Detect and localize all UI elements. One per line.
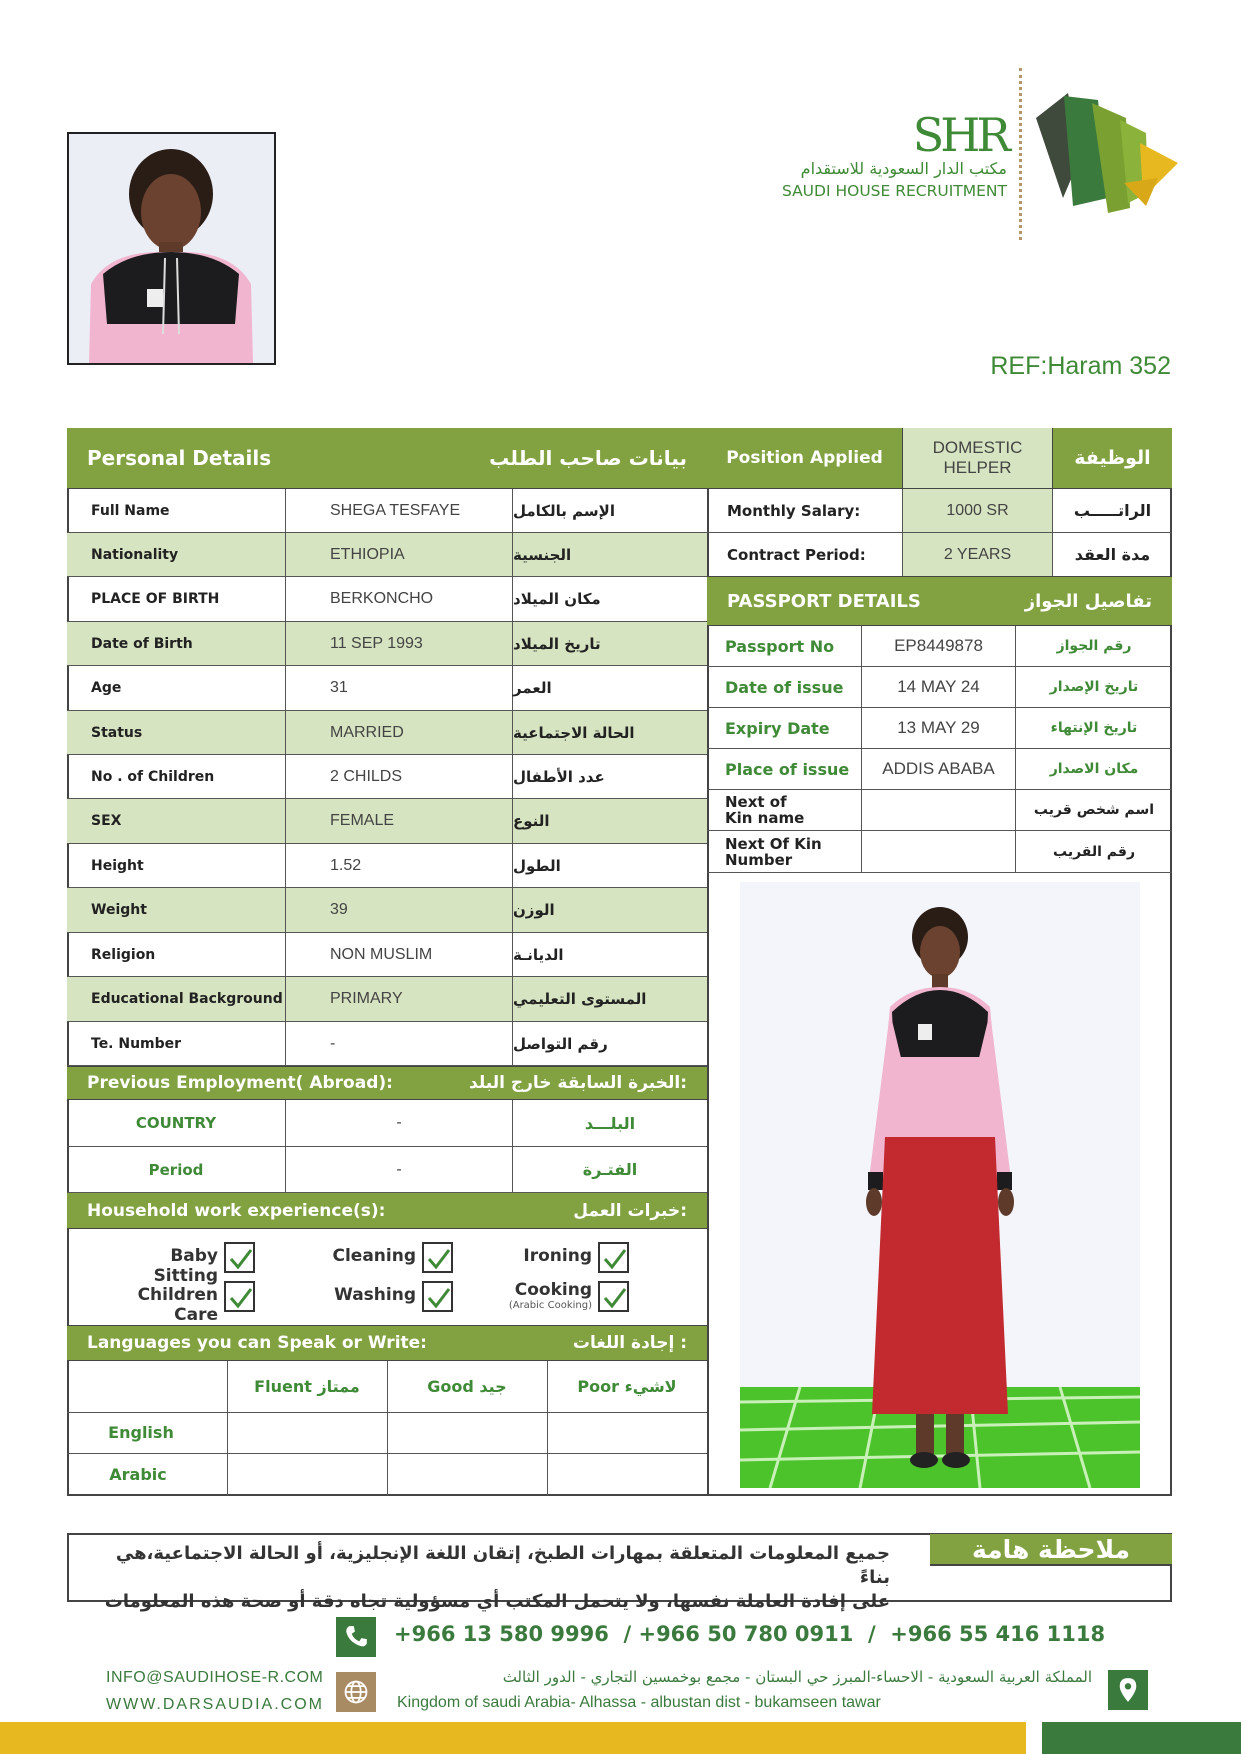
skill-label-cleaning: Cleaning — [332, 1246, 416, 1266]
company-logo-text — [781, 108, 1007, 202]
personal-details-title-ar: بيانات صاحب الطلب — [489, 446, 687, 470]
field-value: - — [286, 1022, 513, 1065]
languages-header — [67, 1325, 707, 1361]
passport-field-label-ar: تاريخ الإنتهاء — [1050, 720, 1138, 736]
baby-sitting-checkbox[interactable] — [224, 1242, 255, 1273]
kin-number-label-line1: Next Of Kin — [725, 834, 822, 853]
previous-employment-row — [67, 1100, 707, 1147]
field-label: Age — [67, 666, 286, 710]
kin-name-label-ar: اسم شخص قريب — [1033, 802, 1155, 818]
personal-row — [67, 489, 707, 533]
footer-phone-numbers: +966 13 580 9996 / +966 50 780 0911 / +966 55 416 1118 — [394, 1622, 1106, 1646]
field-value: MARRIED — [286, 711, 513, 754]
footer-address-ar: المملكة العربية السعودية - الاحساء-المبرز حي البستان - مجمع بوخمسين التجاري - الدور الثالث — [502, 1668, 1092, 1686]
passport-row — [707, 749, 1172, 790]
language-column-poor: Poor لاشيء — [577, 1377, 677, 1396]
field-label: COUNTRY — [67, 1100, 286, 1146]
field-value: PRIMARY — [286, 977, 513, 1021]
personal-row — [67, 711, 707, 755]
field-label: Status — [67, 711, 286, 754]
field-value: 39 — [286, 888, 513, 932]
passport-details-header — [707, 577, 1172, 626]
field-value: ETHIOPIA — [286, 533, 513, 576]
field-label: SEX — [67, 799, 286, 843]
kin-number-label-ar: رقم القريب — [1053, 843, 1135, 860]
passport-row — [707, 667, 1172, 708]
previous-employment-header — [67, 1066, 707, 1100]
household-work-title-ar: خبرات العمل: — [573, 1200, 687, 1221]
phone-icon — [336, 1617, 376, 1657]
salary-value: 1000 SR — [903, 489, 1053, 532]
field-label-ar: رقم التواصل — [513, 1034, 608, 1053]
personal-row — [67, 533, 707, 577]
logo-divider — [1019, 68, 1022, 240]
applicant-portrait-photo — [67, 132, 276, 365]
field-label-ar: الوزن — [513, 901, 555, 919]
field-value: 1.52 — [286, 844, 513, 887]
salary-row — [707, 489, 1172, 533]
previous-employment-title-ar: الخبرة السابقة خارج البلد: — [469, 1073, 687, 1093]
field-value: 2 CHILDS — [286, 755, 513, 798]
field-label-ar: عدد الأطفال — [513, 767, 605, 786]
languages-title-en: Languages you can Speak or Write: — [87, 1333, 427, 1353]
cleaning-checkbox[interactable] — [422, 1242, 453, 1273]
kin-name-row — [707, 790, 1172, 831]
field-label-ar: الجنسية — [513, 545, 572, 564]
field-label-ar: المستوى التعليمي — [513, 990, 647, 1008]
position-label: Position Applied — [707, 428, 903, 488]
passport-row — [707, 626, 1172, 667]
passport-field-label: Expiry Date — [707, 708, 862, 748]
passport-field-label-ar: تاريخ الإصدار — [1049, 679, 1139, 695]
footer-address-en: Kingdom of saudi Arabia- Alhassa - albustan dist - bukamseen tawar — [397, 1694, 881, 1711]
important-note-label: ملاحظة هامة — [930, 1534, 1172, 1566]
applicant-full-body-photo — [740, 882, 1140, 1488]
language-row-arabic: Arabic — [109, 1465, 167, 1484]
position-value: DOMESTIC HELPER — [903, 428, 1053, 488]
field-label: Educational Background — [67, 977, 286, 1021]
language-row-english: English — [108, 1423, 174, 1442]
household-work-header — [67, 1193, 707, 1229]
kin-number-value — [862, 831, 1016, 872]
kin-number-label-line2: Number — [725, 850, 793, 869]
salary-label-ar: الراتـــــب — [1073, 501, 1152, 520]
field-value: SHEGA TESFAYE — [286, 489, 513, 532]
kin-name-label-line2: Kin name — [725, 809, 805, 827]
field-label: Date of Birth — [67, 622, 286, 665]
field-value: 11 SEP 1993 — [286, 622, 513, 665]
checkmark-icon — [603, 1286, 627, 1310]
field-label-ar: الطول — [513, 856, 561, 875]
field-value: BERKONCHO — [286, 577, 513, 621]
logo-mark: SHR — [912, 108, 1007, 162]
footer-gold-bar — [0, 1722, 1026, 1754]
personal-row — [67, 933, 707, 977]
position-label-ar: الوظيفة — [1074, 447, 1151, 469]
field-label-ar: الديانـة — [513, 945, 564, 964]
field-value: FEMALE — [286, 799, 513, 843]
children-care-checkbox[interactable] — [224, 1281, 255, 1312]
field-label-ar: العمر — [513, 679, 552, 697]
passport-field-value: ADDIS ABABA — [862, 749, 1016, 789]
footer-website[interactable]: WWW.DARSAUDIA.COM — [106, 1696, 324, 1713]
logo-arabic-name: مكتب الدار السعودية للاستقدام — [800, 159, 1007, 178]
personal-row — [67, 755, 707, 799]
personal-details-header — [67, 428, 707, 489]
field-value: - — [286, 1147, 513, 1192]
field-label: Te. Number — [67, 1022, 286, 1065]
skill-label-cooking: Cooking — [514, 1280, 592, 1300]
contract-row — [707, 533, 1172, 577]
ironing-checkbox[interactable] — [598, 1242, 629, 1273]
field-label: Weight — [67, 888, 286, 932]
passport-details-title-ar: تفاصيل الجواز — [1024, 590, 1152, 612]
saudi-map-logo-icon — [1028, 88, 1178, 227]
field-label-ar: البلـــد — [584, 1113, 636, 1133]
washing-checkbox[interactable] — [422, 1281, 453, 1312]
passport-field-label: Date of issue — [707, 667, 862, 707]
kin-number-label — [707, 831, 862, 872]
field-value: - — [286, 1100, 513, 1146]
field-label: Period — [67, 1147, 286, 1192]
previous-employment-title-en: Previous Employment( Abroad): — [87, 1073, 393, 1093]
passport-field-label: Place of issue — [707, 749, 862, 789]
field-label-ar: الفتـرة — [582, 1160, 638, 1179]
field-label-ar: مكان الميلاد — [513, 590, 601, 608]
passport-field-label-ar: مكان الاصدار — [1049, 761, 1139, 777]
field-label-ar: الإسم بالكامل — [513, 501, 615, 520]
passport-row — [707, 708, 1172, 749]
kin-name-label — [707, 790, 862, 830]
field-label: Nationality — [67, 533, 286, 576]
cooking-checkbox[interactable] — [598, 1281, 629, 1312]
important-note-line2: على إفادة العاملة نفسها، ولا يتحمل المكتب أي مسؤولية تجاه دقة أو صحة هذه المعلومات — [104, 1591, 890, 1612]
skill-label-children-care: Children Care — [137, 1285, 218, 1325]
cooking-sub-label: (Arabic Cooking) — [508, 1300, 592, 1311]
logo-english-name: SAUDI HOUSE RECRUITMENT — [781, 182, 1007, 200]
checkmark-icon — [427, 1286, 451, 1310]
previous-employment-row — [67, 1147, 707, 1193]
field-label: Full Name — [67, 489, 286, 532]
contract-label-ar: مدة العقد — [1074, 545, 1151, 564]
field-label: PLACE OF BIRTH — [67, 577, 286, 621]
passport-field-value: 14 MAY 24 — [862, 667, 1016, 707]
field-label-ar: الحالة الاجتماعية — [513, 723, 635, 742]
footer-green-bar — [1042, 1722, 1241, 1754]
passport-field-value: EP8449878 — [862, 626, 1016, 666]
personal-row — [67, 799, 707, 844]
language-column-good: Good جيد — [427, 1377, 507, 1396]
personal-row — [67, 666, 707, 711]
field-value: 31 — [286, 666, 513, 710]
checkmark-icon — [229, 1247, 253, 1271]
kin-number-row — [707, 831, 1172, 873]
passport-field-value: 13 MAY 29 — [862, 708, 1016, 748]
field-label: Height — [67, 844, 286, 887]
field-label: No . of Children — [67, 755, 286, 798]
position-applied-row — [707, 428, 1172, 489]
field-label: Religion — [67, 933, 286, 976]
language-column-fluent: Fluent ممتاز — [254, 1377, 360, 1396]
personal-row — [67, 1022, 707, 1066]
passport-field-label-ar: رقم الجواز — [1056, 638, 1132, 654]
kin-name-value — [862, 790, 1016, 830]
personal-row — [67, 577, 707, 622]
contract-value: 2 YEARS — [903, 533, 1053, 576]
important-note-text — [90, 1542, 890, 1614]
footer-email[interactable]: INFO@SAUDIHOSE-R.COM — [106, 1669, 324, 1686]
contract-label: Contract Period: — [707, 533, 903, 576]
skill-label-washing: Washing — [334, 1285, 416, 1305]
checkmark-icon — [427, 1247, 451, 1271]
globe-icon — [336, 1672, 376, 1712]
personal-details-title-en: Personal Details — [87, 446, 272, 470]
field-value: NON MUSLIM — [286, 933, 513, 976]
important-note-line1: جميع المعلومات المتعلقة بمهارات الطبخ، إتقان اللغة الإنجليزية، أو الحالة الاجتماعية،هي بناءً — [115, 1543, 890, 1588]
field-label-ar: تاريخ الميلاد — [513, 634, 601, 653]
household-work-title-en: Household work experience(s): — [87, 1200, 386, 1221]
personal-row — [67, 622, 707, 666]
skill-label-ironing: Ironing — [523, 1246, 592, 1266]
skill-label-baby-sitting: Baby Sitting — [153, 1246, 218, 1286]
personal-row — [67, 888, 707, 933]
personal-row — [67, 977, 707, 1022]
kin-name-label-line1: Next of — [725, 793, 787, 811]
reference-number: REF:Haram 352 — [990, 352, 1171, 380]
checkmark-icon — [603, 1247, 627, 1271]
salary-label: Monthly Salary: — [707, 489, 903, 532]
field-label-ar: النوع — [513, 812, 550, 830]
checkmark-icon — [229, 1286, 253, 1310]
passport-details-title-en: PASSPORT DETAILS — [727, 590, 921, 612]
location-pin-icon — [1108, 1670, 1148, 1710]
personal-row — [67, 844, 707, 888]
languages-title-ar: إجادة اللغات : — [572, 1333, 687, 1353]
passport-field-label: Passport No — [707, 626, 862, 666]
